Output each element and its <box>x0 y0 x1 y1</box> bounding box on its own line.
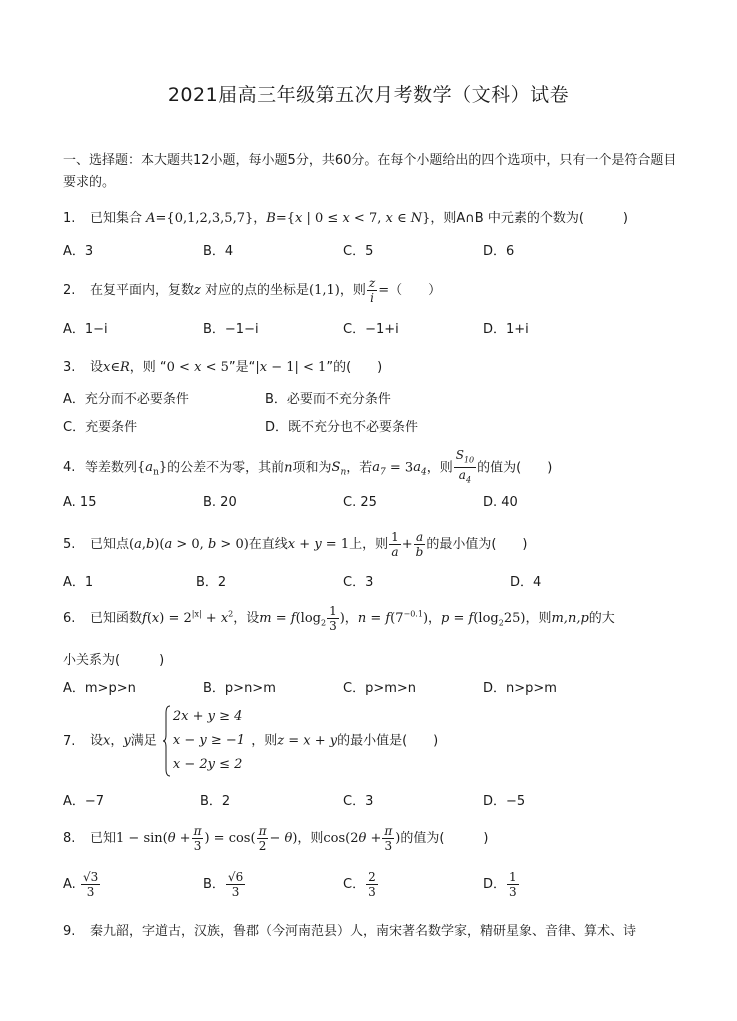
option-d: D．−5 <box>483 794 526 809</box>
option-a: A．1 <box>63 575 94 590</box>
question-3: 3. 设x∈R，则 “0 < x < 5”是“|x − 1| < 1”的( ) <box>63 360 383 375</box>
option-b: B. 20 <box>203 495 237 510</box>
option-b: B．4 <box>203 244 234 259</box>
option-c: C. 25 <box>343 495 377 510</box>
option-c: C．p>m>n <box>343 681 417 696</box>
question-4: 4. 等差数列$\{a_n\}$的公差不为零，其前n项和为$S_n$，若$a_7 = 3a_4$，则 $\frac{S_{10}}{a_4}$ 的值为( ) <box>63 448 553 485</box>
option-d: D． $\frac{1}{3}$ <box>483 870 517 899</box>
question-1: 1. 已知集合 A={0,1,2,3,5,7}，B={x | 0 ≤ x < 7, x ∈ N}，则A∩B 中元素的个数为( ) <box>63 211 628 226</box>
option-c: C． $\frac{2}{3}$ <box>343 870 376 899</box>
option-d: D．既不充分也不必要条件 <box>265 420 419 435</box>
option-a: A．3 <box>63 244 94 259</box>
question-9: 9. 秦九韶，字道古，汉族，鲁郡（今河南范县）人，南宋著名数学家，精研星象、音律、算术、诗 <box>63 924 637 939</box>
option-a: A．充分而不必要条件 <box>63 392 189 407</box>
question-6: 6. 已知函数$f(x) = 2^{|x|} + x^2$，设$m = f(\log_2$ $\frac{1}{3}$ )，$n = f(7^{-0.1})$，$p = f(\log_225)$，则m,n,p的大 <box>63 604 615 633</box>
option-b: B．−1−i <box>203 322 259 337</box>
option-c: C．5 <box>343 244 374 259</box>
option-d: D．4 <box>510 575 542 590</box>
option-d: D．n>p>m <box>483 681 557 696</box>
option-c: C．3 <box>343 794 374 809</box>
brace-icon <box>163 705 171 777</box>
question-8: 8. 已知1 − sin(θ + $\frac{\pi}{3}$ ) = cos( $\frac{\pi}{2}$ − θ)，则cos(2θ + $\frac{\pi}{3}$ )的值为( ) <box>63 824 489 853</box>
option-a: A．1−i <box>63 322 108 337</box>
question-number: 1. <box>63 211 76 226</box>
page-title: 2021届高三年级第五次月考数学（文科）试卷 <box>167 84 570 106</box>
section-heading: 一、选择题：本大题共12小题，每小题5分，共60分。在每个小题给出的四个选项中，只有一个是符合题目要求的。 <box>63 153 677 190</box>
option-b: B．必要而不充分条件 <box>265 392 391 407</box>
question-5: 5. 已知点(a,b)(a > 0, b > 0)在直线x + y = 1上，则 $\frac{1}{a}$ + $\frac{a}{b}$ 的最小值为( ) <box>63 530 528 559</box>
question-7: 7. 设x，y满足 2x + y ≥ 4 x − y ≥ −1 x − 2y ≤ 2 ，则z = x + y的最小值是( ) <box>63 705 683 777</box>
option-b: B．2 <box>200 794 231 809</box>
option-a: A．m>p>n <box>63 681 136 696</box>
question-2: 2. 在复平面内，复数z 对应的点的坐标是(1,1)，则 $\frac{z}{i}$ =（ ） <box>63 276 442 305</box>
option-b: B．2 <box>196 575 227 590</box>
question-6-line-2: 小关系为( ) <box>63 653 165 668</box>
option-d: D．1+i <box>483 322 529 337</box>
option-d: D．6 <box>483 244 515 259</box>
option-a: A. 15 <box>63 495 97 510</box>
option-a: A. $\frac{√3}{3}$ <box>63 870 99 899</box>
option-a: A．−7 <box>63 794 105 809</box>
inequality-system: 2x + y ≥ 4 x − y ≥ −1 x − 2y ≤ 2 <box>163 705 245 777</box>
option-c: C．充要条件 <box>63 420 138 435</box>
option-c: C．−1+i <box>343 322 399 337</box>
option-b: B．p>n>m <box>203 681 276 696</box>
option-c: C．3 <box>343 575 374 590</box>
option-b: B． $\frac{√6}{3}$ <box>203 870 244 899</box>
option-d: D. 40 <box>483 495 518 510</box>
